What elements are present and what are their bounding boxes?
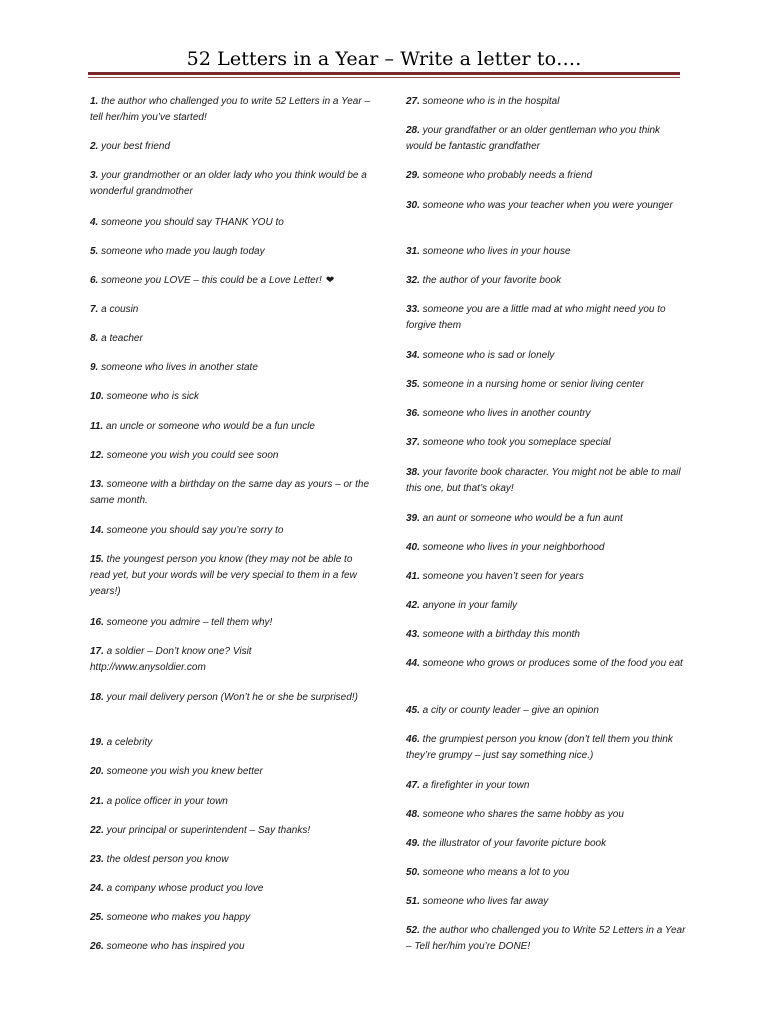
- item-number: 4.: [90, 217, 99, 228]
- item-number: 6.: [90, 275, 99, 286]
- list-item: [90, 168, 370, 200]
- list-item: [406, 273, 686, 289]
- page-title: 52 Letters in a Year – Write a letter to….: [186, 48, 582, 70]
- item-number: 24.: [90, 883, 104, 894]
- item-number: 41.: [406, 571, 420, 582]
- item-number: 11.: [90, 421, 104, 432]
- list-item: [406, 807, 686, 823]
- item-text: a teacher: [98, 333, 143, 344]
- list-item: [406, 923, 686, 955]
- item-number: 27.: [406, 96, 420, 107]
- list-item: [406, 836, 686, 852]
- item-text: a city or county leader – give an opinion: [419, 705, 599, 716]
- list-item: [90, 852, 370, 868]
- list-item: [406, 244, 686, 260]
- item-text: the author of your favorite book: [419, 275, 562, 286]
- item-text: someone who was your teacher when you were younger: [419, 200, 673, 211]
- item-number: 3.: [90, 170, 99, 181]
- item-text: someone you wish you knew better: [103, 766, 263, 777]
- item-number: 1.: [90, 96, 99, 107]
- list-item: [90, 794, 370, 810]
- item-number: 42.: [406, 600, 420, 611]
- item-text: someone who is sick: [103, 391, 199, 402]
- list-item: [90, 552, 370, 600]
- item-text: someone who lives in your house: [419, 246, 571, 257]
- item-number: 19.: [90, 737, 104, 748]
- item-text: an aunt or someone who would be a fun aunt: [419, 513, 623, 524]
- item-text: someone who lives in another country: [419, 408, 591, 419]
- item-number: 33.: [406, 304, 420, 315]
- item-number: 38.: [406, 467, 420, 478]
- heart-icon: ❤: [325, 275, 335, 286]
- list-item: [406, 703, 686, 719]
- item-number: 21.: [90, 796, 104, 807]
- list-item: [90, 690, 370, 706]
- item-text: someone who is in the hospital: [419, 96, 560, 107]
- item-text: a police officer in your town: [103, 796, 228, 807]
- list-item: [90, 764, 370, 780]
- item-text: your grandmother or an older lady who you think would be a wonderful grandmother: [90, 170, 367, 197]
- item-number: 32.: [406, 275, 420, 286]
- item-text: someone with a birthday on the same day as yours – or the same month.: [90, 479, 370, 506]
- list-item: [406, 168, 686, 184]
- item-number: 36.: [406, 408, 420, 419]
- item-text: a cousin: [98, 304, 139, 315]
- list-item: [90, 302, 370, 318]
- list-item: [406, 198, 686, 214]
- item-number: 26.: [90, 941, 104, 952]
- item-number: 31.: [406, 246, 420, 257]
- list-item: [90, 331, 370, 347]
- list-item: [406, 656, 686, 672]
- item-text: the author who challenged you to Write 52 Letters in a Year – Tell her/him you’re DONE!: [406, 925, 686, 952]
- item-number: 14.: [90, 525, 104, 536]
- list-item: [406, 778, 686, 794]
- item-text: someone who lives far away: [419, 896, 549, 907]
- list-item: [406, 894, 686, 910]
- item-number: 15.: [90, 554, 104, 565]
- item-number: 44.: [406, 658, 420, 669]
- item-text: your principal or superintendent – Say thanks!: [103, 825, 311, 836]
- item-number: 40.: [406, 542, 420, 553]
- item-number: 47.: [406, 780, 420, 791]
- list-item: [90, 419, 370, 435]
- list-item: [90, 360, 370, 376]
- item-number: 28.: [406, 125, 420, 136]
- item-number: 2.: [90, 141, 99, 152]
- list-item: [406, 465, 686, 497]
- item-text: someone you should say THANK YOU to: [98, 217, 284, 228]
- item-number: 45.: [406, 705, 420, 716]
- item-number: 17.: [90, 646, 104, 657]
- item-number: 18.: [90, 692, 104, 703]
- item-number: 16.: [90, 617, 104, 628]
- item-text: anyone in your family: [419, 600, 518, 611]
- title-divider-thin: [88, 77, 680, 78]
- item-number: 9.: [90, 362, 99, 373]
- item-number: 8.: [90, 333, 99, 344]
- item-text: someone you admire – tell them why!: [103, 617, 273, 628]
- item-text: someone who took you someplace special: [419, 437, 611, 448]
- item-text: someone who means a lot to you: [419, 867, 570, 878]
- item-number: 12.: [90, 450, 104, 461]
- list-item: [90, 881, 370, 897]
- list-item: [406, 435, 686, 451]
- item-text: someone who has inspired you: [103, 941, 245, 952]
- item-number: 50.: [406, 867, 420, 878]
- list-item: [90, 244, 370, 260]
- item-text: someone with a birthday this month: [419, 629, 580, 640]
- list-item: [90, 823, 370, 839]
- item-text: someone you haven’t seen for years: [419, 571, 584, 582]
- item-number: 25.: [90, 912, 104, 923]
- list-item: [90, 273, 370, 289]
- item-text: the youngest person you know (they may not be able to read yet, but your words will be very special to them in a few years!): [90, 554, 357, 597]
- item-number: 39.: [406, 513, 420, 524]
- item-text: someone who grows or produces some of the food you eat: [419, 658, 683, 669]
- item-number: 46.: [406, 734, 420, 745]
- item-text: someone in a nursing home or senior living center: [419, 379, 644, 390]
- item-number: 7.: [90, 304, 99, 315]
- list-item: [90, 94, 370, 126]
- list-item: [406, 377, 686, 393]
- item-text: the oldest person you know: [103, 854, 229, 865]
- list-item: [406, 732, 686, 764]
- list-item: [406, 406, 686, 422]
- list-item: [406, 94, 686, 110]
- list-item: [90, 735, 370, 751]
- list-item: [90, 448, 370, 464]
- list-item: [406, 865, 686, 881]
- item-text: someone you LOVE – this could be a Love Letter!: [98, 275, 322, 286]
- list-item: [90, 523, 370, 539]
- title-divider: [88, 72, 680, 75]
- item-text: someone you wish you could see soon: [103, 450, 279, 461]
- list-item: [406, 511, 686, 527]
- item-number: 35.: [406, 379, 420, 390]
- list-item: [90, 910, 370, 926]
- item-text: the illustrator of your favorite picture book: [419, 838, 607, 849]
- item-text: someone you are a little mad at who might need you to forgive them: [406, 304, 666, 331]
- item-number: 49.: [406, 838, 420, 849]
- item-text: the grumpiest person you know (don’t tell them you think they’re grumpy – just say something nice.): [406, 734, 673, 761]
- list-item: [90, 215, 370, 231]
- item-text: someone who makes you happy: [103, 912, 251, 923]
- list-item: [406, 302, 686, 334]
- list-item: [90, 939, 370, 955]
- item-number: 20.: [90, 766, 104, 777]
- list-item: [406, 598, 686, 614]
- item-text: a celebrity: [103, 737, 153, 748]
- item-number: 10.: [90, 391, 104, 402]
- list-item: [90, 644, 370, 676]
- item-text: a firefighter in your town: [419, 780, 530, 791]
- item-text: your favorite book character. You might not be able to mail this one, but that’s okay!: [406, 467, 681, 494]
- item-number: 43.: [406, 629, 420, 640]
- item-number: 29.: [406, 170, 420, 181]
- item-text: someone who probably needs a friend: [419, 170, 593, 181]
- list-item: [406, 348, 686, 364]
- item-number: 13.: [90, 479, 104, 490]
- item-text: someone who is sad or lonely: [419, 350, 555, 361]
- item-number: 22.: [90, 825, 104, 836]
- item-text: someone who lives in your neighborhood: [419, 542, 605, 553]
- list-item: [406, 123, 686, 155]
- list-item: [406, 627, 686, 643]
- item-number: 37.: [406, 437, 420, 448]
- item-text: an uncle or someone who would be a fun uncle: [103, 421, 315, 432]
- item-number: 5.: [90, 246, 99, 257]
- item-text: a soldier – Don’t know one? Visit http://www.anysoldier.com: [90, 646, 252, 673]
- item-number: 52.: [406, 925, 420, 936]
- list-item: [406, 540, 686, 556]
- list-item: [90, 139, 370, 155]
- item-text: a company whose product you love: [103, 883, 264, 894]
- item-text: someone who made you laugh today: [98, 246, 265, 257]
- item-number: 51.: [406, 896, 420, 907]
- item-text: your mail delivery person (Won’t he or she be surprised!): [103, 692, 358, 703]
- item-number: 23.: [90, 854, 104, 865]
- item-text: the author who challenged you to write 52 Letters in a Year – tell her/him you’ve started!: [90, 96, 371, 123]
- list-item: [90, 477, 370, 509]
- item-number: 30.: [406, 200, 420, 211]
- item-text: someone who shares the same hobby as you: [419, 809, 624, 820]
- item-text: someone you should say you’re sorry to: [103, 525, 284, 536]
- list-item: [90, 389, 370, 405]
- item-text: your best friend: [98, 141, 171, 152]
- item-text: someone who lives in another state: [98, 362, 258, 373]
- item-text: your grandfather or an older gentleman who you think would be fantastic grandfather: [406, 125, 661, 152]
- item-number: 48.: [406, 809, 420, 820]
- item-number: 34.: [406, 350, 420, 361]
- list-item: [90, 615, 370, 631]
- list-item: [406, 569, 686, 585]
